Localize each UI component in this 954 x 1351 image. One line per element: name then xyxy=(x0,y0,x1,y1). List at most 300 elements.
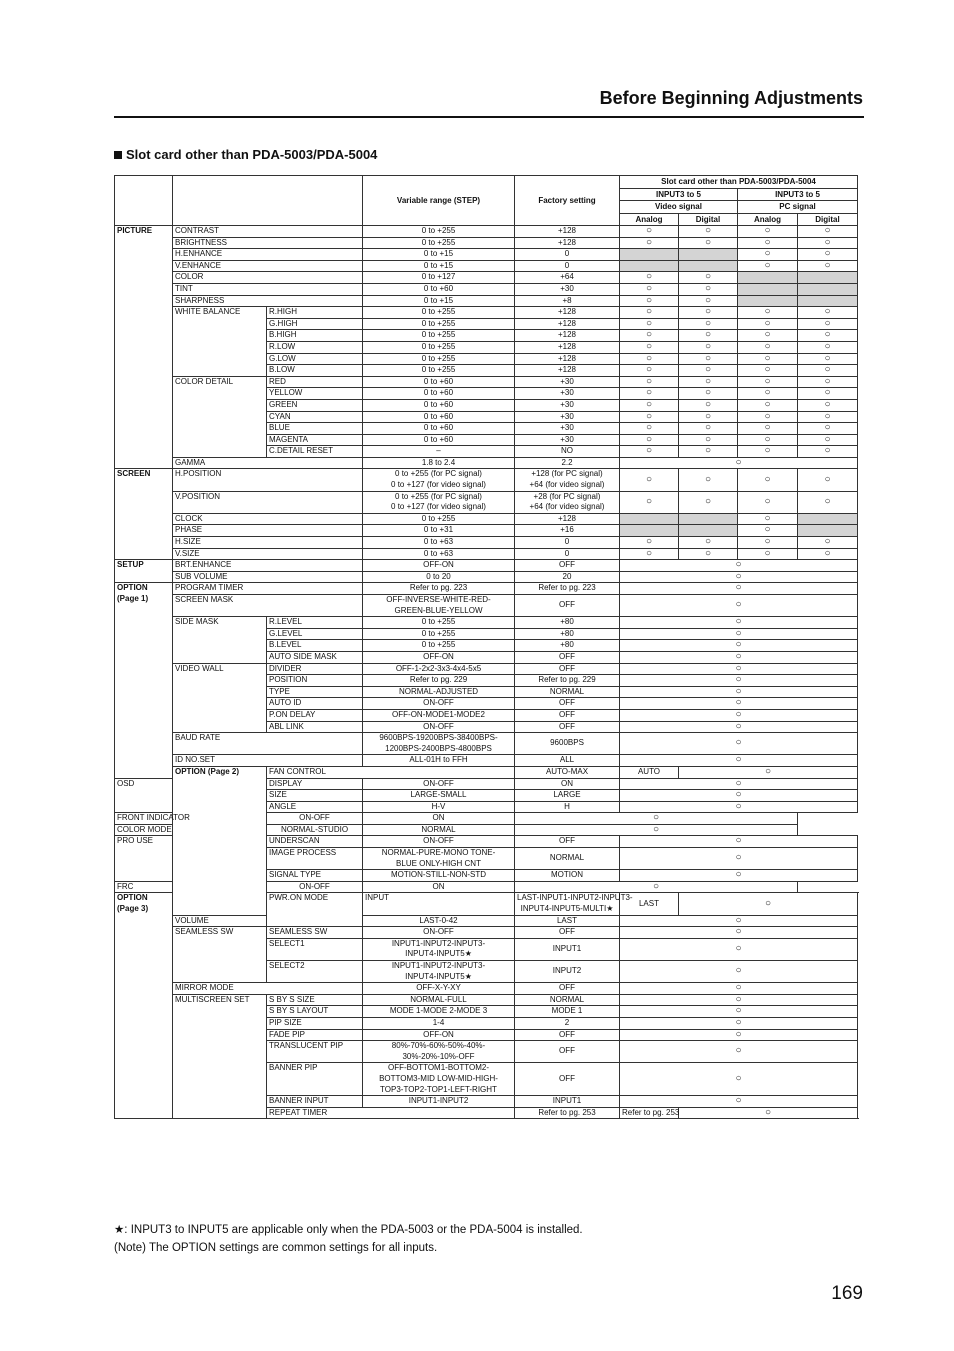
sub-item-cell: S BY S LAYOUT xyxy=(267,1006,363,1018)
factory-setting-cell: ALL xyxy=(515,755,620,767)
factory-setting-cell: OFF xyxy=(515,1029,620,1041)
applicable-mark: ○ xyxy=(679,295,738,307)
factory-setting-cell: INPUT1 xyxy=(515,1096,620,1108)
category-cell: SETUP xyxy=(115,560,173,583)
factory-setting-cell: +30 xyxy=(515,411,620,423)
category-cell: OPTION (Page 1) xyxy=(115,583,173,778)
table-row xyxy=(115,513,858,525)
applicable-mark: ○ xyxy=(620,994,858,1006)
applicable-mark: ○ xyxy=(620,595,858,617)
item-cell: SUB VOLUME xyxy=(173,571,363,583)
item-cell: V.ENHANCE xyxy=(173,260,363,272)
not-applicable-cell xyxy=(620,260,679,272)
applicable-mark: ○ xyxy=(738,237,798,249)
applicable-mark: ○ xyxy=(620,836,858,848)
factory-setting-cell: Refer to pg. 223 xyxy=(515,583,620,595)
factory-setting-cell: OFF xyxy=(515,698,620,710)
applicable-mark: ○ xyxy=(738,388,798,400)
range-cell: 0 to +15 xyxy=(363,295,515,307)
table-row xyxy=(115,927,858,939)
sub-item-cell: GREEN xyxy=(267,399,363,411)
factory-setting-cell: 0 xyxy=(515,537,620,549)
applicable-mark: ○ xyxy=(738,260,798,272)
applicable-mark: ○ xyxy=(620,341,679,353)
applicable-mark: ○ xyxy=(798,307,858,319)
factory-setting-cell: +30 xyxy=(515,423,620,435)
item-cell: COLOR DETAIL xyxy=(173,376,267,457)
range-cell: – xyxy=(363,446,515,458)
table-row xyxy=(115,295,858,307)
applicable-mark: ○ xyxy=(679,307,738,319)
item-cell: SCREEN MASK xyxy=(173,595,363,617)
applicable-mark: ○ xyxy=(620,927,858,939)
applicable-mark: ○ xyxy=(620,938,858,960)
applicable-mark: ○ xyxy=(620,961,858,983)
range-cell: 0 to +60 xyxy=(363,423,515,435)
table-row xyxy=(115,824,858,836)
factory-setting-cell: +128 xyxy=(515,365,620,377)
sub-item-cell: G.LOW xyxy=(267,353,363,365)
range-cell: INPUT1-INPUT2 xyxy=(363,1096,515,1108)
factory-setting-cell: MOTION xyxy=(515,870,620,882)
sub-item-cell: S BY S SIZE xyxy=(267,994,363,1006)
applicable-mark: ○ xyxy=(515,881,798,893)
sub-item-cell: YELLOW xyxy=(267,388,363,400)
sub-item-cell: AUTO ID xyxy=(267,698,363,710)
factory-setting-cell: LARGE xyxy=(515,790,620,802)
applicable-mark: ○ xyxy=(515,813,798,825)
applicable-mark: ○ xyxy=(620,1006,858,1018)
applicable-mark: ○ xyxy=(798,226,858,238)
table-row xyxy=(115,595,858,617)
range-cell: 0 to +255 xyxy=(363,226,515,238)
factory-setting-cell: +80 xyxy=(515,617,620,629)
item-cell: H.SIZE xyxy=(173,537,363,549)
range-cell: OFF-ON xyxy=(363,651,515,663)
applicable-mark: ○ xyxy=(620,548,679,560)
table-row xyxy=(115,766,858,778)
applicable-mark: ○ xyxy=(620,848,858,870)
range-cell: H-V xyxy=(363,801,515,813)
header-analog: Analog xyxy=(620,213,679,226)
sub-item-cell: INPUT xyxy=(363,893,515,915)
applicable-mark: ○ xyxy=(679,365,738,377)
factory-setting-cell: OFF xyxy=(515,836,620,848)
factory-setting-cell: +28 (for PC signal) +64 (for video signal) xyxy=(515,491,620,513)
applicable-mark: ○ xyxy=(798,249,858,261)
item-cell: TINT xyxy=(173,283,363,295)
table-row xyxy=(115,272,858,284)
factory-setting-cell: +8 xyxy=(515,295,620,307)
header-analog: Analog xyxy=(738,213,798,226)
category-cell: OPTION (Page 3) xyxy=(115,893,173,1119)
table-row xyxy=(115,260,858,272)
factory-setting-cell: OFF xyxy=(515,709,620,721)
table-row xyxy=(115,548,858,560)
table-row xyxy=(115,813,858,825)
range-cell: OFF-BOTTOM1-BOTTOM2- BOTTOM3-MID LOW-MID-HIGH- TOP3-TOP2-TOP1-LEFT-RIGHT xyxy=(363,1063,515,1096)
sub-item-cell: SIGNAL TYPE xyxy=(267,870,363,882)
range-cell: 0 to +60 xyxy=(363,434,515,446)
range-cell: 0 to +255 xyxy=(363,640,515,652)
sub-item-cell: ANGLE xyxy=(267,801,363,813)
factory-setting-cell: +128 xyxy=(515,318,620,330)
applicable-mark: ○ xyxy=(620,1096,858,1108)
applicable-mark: ○ xyxy=(798,491,858,513)
footnote-note: (Note) The OPTION settings are common settings for all inputs. xyxy=(114,1242,438,1254)
factory-setting-cell: 9600BPS xyxy=(515,733,620,755)
factory-setting-cell: OFF xyxy=(515,927,620,939)
factory-setting-cell: INPUT2 xyxy=(515,961,620,983)
sub-item-cell: IMAGE PROCESS xyxy=(267,848,363,870)
range-cell: 0 to +127 xyxy=(363,272,515,284)
factory-setting-cell: 0 xyxy=(515,548,620,560)
factory-setting-cell: INPUT1 xyxy=(515,938,620,960)
applicable-mark: ○ xyxy=(798,399,858,411)
range-cell: 0 to +31 xyxy=(363,525,515,537)
table-row xyxy=(115,457,858,469)
applicable-mark: ○ xyxy=(679,330,738,342)
factory-setting-cell: 0 xyxy=(515,249,620,261)
item-cell: BRT.ENHANCE xyxy=(173,560,363,572)
item-cell: FRC xyxy=(115,881,267,893)
factory-setting-cell: Refer to pg. 229 xyxy=(515,675,620,687)
applicable-mark: ○ xyxy=(620,283,679,295)
item-cell: BAUD RATE xyxy=(173,733,363,755)
factory-setting-cell: +80 xyxy=(515,640,620,652)
sub-item-cell: PIP SIZE xyxy=(267,1017,363,1029)
applicable-mark: ○ xyxy=(679,399,738,411)
applicable-mark: ○ xyxy=(620,1017,858,1029)
range-cell: NORMAL-ADJUSTED xyxy=(363,686,515,698)
applicable-mark: ○ xyxy=(620,790,858,802)
not-applicable-cell xyxy=(798,283,858,295)
applicable-mark: ○ xyxy=(738,491,798,513)
sub-item-cell: UNDERSCAN xyxy=(267,836,363,848)
applicable-mark: ○ xyxy=(620,272,679,284)
category-cell: SCREEN xyxy=(115,469,173,560)
applicable-mark: ○ xyxy=(679,411,738,423)
item-cell: COLOR MODE xyxy=(115,824,267,836)
sub-item-cell: R.LOW xyxy=(267,341,363,353)
applicable-mark: ○ xyxy=(620,733,858,755)
factory-setting-cell: +64 xyxy=(515,272,620,284)
range-cell: INPUT1-INPUT2-INPUT3- INPUT4-INPUT5★ xyxy=(363,938,515,960)
footnote-star: ★: INPUT3 to INPUT5 are applicable only when the PDA-5003 or the PDA-5004 is installed. xyxy=(114,1224,583,1236)
range-cell: NORMAL-PURE-MONO TONE- BLUE ONLY-HIGH CNT xyxy=(363,848,515,870)
range-cell: 0 to +63 xyxy=(363,537,515,549)
applicable-mark: ○ xyxy=(798,376,858,388)
item-cell: SIDE MASK xyxy=(173,617,267,663)
range-cell: 0 to +255 xyxy=(363,307,515,319)
not-applicable-cell xyxy=(738,283,798,295)
factory-setting-cell: +128 xyxy=(515,330,620,342)
applicable-mark: ○ xyxy=(738,525,798,537)
range-cell: 0 to +255 xyxy=(363,628,515,640)
range-cell: ON-OFF xyxy=(363,721,515,733)
sub-item-cell: G.LEVEL xyxy=(267,628,363,640)
table-row xyxy=(115,249,858,261)
applicable-mark: ○ xyxy=(620,353,679,365)
factory-setting-cell: +30 xyxy=(515,283,620,295)
table-row xyxy=(115,525,858,537)
factory-setting-cell: +30 xyxy=(515,376,620,388)
applicable-mark: ○ xyxy=(620,237,679,249)
section-title xyxy=(114,147,377,162)
sub-item-cell: TYPE xyxy=(267,686,363,698)
range-cell: 1.8 to 2.4 xyxy=(363,457,515,469)
factory-setting-cell: OFF xyxy=(515,1041,620,1063)
applicable-mark: ○ xyxy=(679,226,738,238)
not-applicable-cell xyxy=(620,249,679,261)
applicable-mark: ○ xyxy=(620,537,679,549)
applicable-mark: ○ xyxy=(679,283,738,295)
not-applicable-cell xyxy=(679,513,738,525)
item-cell: ID NO.SET xyxy=(173,755,363,767)
sub-item-cell: C.DETAIL RESET xyxy=(267,446,363,458)
range-cell: NORMAL-FULL xyxy=(363,994,515,1006)
applicable-mark: ○ xyxy=(620,491,679,513)
sub-item-cell: SEAMLESS SW xyxy=(267,927,363,939)
range-cell: 9600BPS-19200BPS-38400BPS- 1200BPS-2400BPS-4800BPS xyxy=(363,733,515,755)
table-row xyxy=(115,560,858,572)
applicable-mark: ○ xyxy=(620,411,679,423)
applicable-mark: ○ xyxy=(620,640,858,652)
applicable-mark: ○ xyxy=(620,675,858,687)
applicable-mark: ○ xyxy=(798,423,858,435)
factory-setting-cell: OFF xyxy=(515,1063,620,1096)
applicable-mark: ○ xyxy=(620,388,679,400)
item-cell: OSD xyxy=(115,778,173,813)
header-digital: Digital xyxy=(679,213,738,226)
applicable-mark: ○ xyxy=(798,365,858,377)
applicable-mark: ○ xyxy=(679,446,738,458)
header-pc-signal: PC signal xyxy=(738,201,858,214)
not-applicable-cell xyxy=(738,272,798,284)
range-cell: 1-4 xyxy=(363,1017,515,1029)
applicable-mark: ○ xyxy=(738,318,798,330)
applicable-mark: ○ xyxy=(620,399,679,411)
range-cell: 0 to +15 xyxy=(363,249,515,261)
page-header-title: Before Beginning Adjustments xyxy=(599,88,863,108)
applicable-mark: ○ xyxy=(620,295,679,307)
range-cell: MODE 1-MODE 2-MODE 3 xyxy=(363,1006,515,1018)
sub-item-cell: DISPLAY xyxy=(267,778,363,790)
sub-item-cell: P.ON DELAY xyxy=(267,709,363,721)
not-applicable-cell xyxy=(679,260,738,272)
header-video-signal: Video signal xyxy=(620,201,738,214)
applicable-mark: ○ xyxy=(620,226,679,238)
sub-item-cell: B.LEVEL xyxy=(267,640,363,652)
applicable-mark: ○ xyxy=(620,663,858,675)
item-cell: GAMMA xyxy=(173,457,363,469)
applicable-mark: ○ xyxy=(679,388,738,400)
range-cell: OFF-ON xyxy=(363,1029,515,1041)
applicable-mark: ○ xyxy=(798,411,858,423)
range-cell: ON-OFF xyxy=(363,778,515,790)
factory-setting-cell: OFF xyxy=(515,663,620,675)
item-cell: CLOCK xyxy=(173,513,363,525)
table-row xyxy=(115,733,858,755)
applicable-mark: ○ xyxy=(620,617,858,629)
applicable-mark: ○ xyxy=(620,434,679,446)
sub-item-cell: POSITION xyxy=(267,675,363,687)
factory-setting-cell: Refer to pg. 253 xyxy=(620,1107,679,1119)
range-cell: ALL-01H to FFH xyxy=(363,755,515,767)
item-cell: PHASE xyxy=(173,525,363,537)
factory-setting-cell: +128 xyxy=(515,341,620,353)
range-cell: OFF-ON-MODE1-MODE2 xyxy=(363,709,515,721)
table-header-row xyxy=(115,176,858,189)
range-cell: INPUT1-INPUT2-INPUT3- INPUT4-INPUT5★ xyxy=(363,961,515,983)
applicable-mark: ○ xyxy=(679,376,738,388)
range-cell: 0 to +255 xyxy=(363,513,515,525)
range-cell: 0 to +255 xyxy=(363,365,515,377)
range-cell: 0 to +60 xyxy=(363,411,515,423)
applicable-mark: ○ xyxy=(798,353,858,365)
factory-setting-cell: MODE 1 xyxy=(515,1006,620,1018)
table-row xyxy=(115,537,858,549)
factory-setting-cell: 20 xyxy=(515,571,620,583)
applicable-mark: ○ xyxy=(738,330,798,342)
applicable-mark: ○ xyxy=(620,628,858,640)
table-row xyxy=(115,663,858,675)
applicable-mark: ○ xyxy=(620,469,679,491)
applicable-mark: ○ xyxy=(798,537,858,549)
factory-setting-cell: ON xyxy=(363,881,515,893)
range-cell: 0 to +255 xyxy=(363,330,515,342)
applicable-mark: ○ xyxy=(620,915,858,927)
applicable-mark: ○ xyxy=(620,709,858,721)
square-bullet-icon xyxy=(114,151,122,159)
applicable-mark: ○ xyxy=(679,537,738,549)
range-cell: 0 to +60 xyxy=(363,399,515,411)
applicable-mark: ○ xyxy=(738,411,798,423)
range-cell: OFF-1-2x2-3x3-4x4-5x5 xyxy=(363,663,515,675)
sub-item-cell: VOLUME xyxy=(173,915,267,927)
applicable-mark: ○ xyxy=(620,307,679,319)
range-cell: NORMAL-STUDIO xyxy=(267,824,363,836)
applicable-mark: ○ xyxy=(738,341,798,353)
applicable-mark: ○ xyxy=(738,226,798,238)
range-cell: MOTION-STILL-NON-STD xyxy=(363,870,515,882)
not-applicable-cell xyxy=(798,513,858,525)
applicable-mark: ○ xyxy=(798,341,858,353)
table-row xyxy=(115,376,858,388)
sub-item-cell: MAGENTA xyxy=(267,434,363,446)
sub-item-cell: DIVIDER xyxy=(267,663,363,675)
item-cell: V.POSITION xyxy=(173,491,363,513)
range-cell: 0 to +15 xyxy=(363,260,515,272)
sub-item-cell: BANNER PIP xyxy=(267,1063,363,1096)
range-cell: OFF-ON xyxy=(363,560,515,572)
sub-item-cell: R.LEVEL xyxy=(267,617,363,629)
range-cell: 0 to +255 xyxy=(363,353,515,365)
applicable-mark: ○ xyxy=(620,583,858,595)
range-cell: 0 to +255 (for PC signal) 0 to +127 (for video signal) xyxy=(363,469,515,491)
header-slot-card-group: Slot card other than PDA-5003/PDA-5004 xyxy=(620,176,858,189)
applicable-mark: ○ xyxy=(620,870,858,882)
table-row xyxy=(115,307,858,319)
not-applicable-cell xyxy=(679,249,738,261)
table-row xyxy=(115,983,858,995)
table-row xyxy=(115,491,858,513)
applicable-mark: ○ xyxy=(738,469,798,491)
applicable-mark: ○ xyxy=(679,548,738,560)
range-cell: Refer to pg. 223 xyxy=(363,583,515,595)
settings-table xyxy=(114,175,858,1119)
header-blank-item xyxy=(173,176,363,226)
range-cell: ON-OFF xyxy=(267,813,363,825)
applicable-mark: ○ xyxy=(798,318,858,330)
factory-setting-cell: LAST xyxy=(515,915,620,927)
sub-item-cell: ABL LINK xyxy=(267,721,363,733)
applicable-mark: ○ xyxy=(679,434,738,446)
range-cell: 0 to +255 xyxy=(363,237,515,249)
applicable-mark: ○ xyxy=(798,260,858,272)
range-cell: ON-OFF xyxy=(267,881,363,893)
item-cell: H.ENHANCE xyxy=(173,249,363,261)
applicable-mark: ○ xyxy=(679,491,738,513)
not-applicable-cell xyxy=(738,295,798,307)
factory-setting-cell: AUTO xyxy=(620,766,679,778)
sub-item-cell: G.HIGH xyxy=(267,318,363,330)
header-blank-cat xyxy=(115,176,173,226)
item-cell: FRONT INDICATOR xyxy=(115,813,267,825)
sub-item-cell: SELECT2 xyxy=(267,961,363,983)
range-cell: 0 to 20 xyxy=(363,571,515,583)
item-cell: VIDEO WALL xyxy=(173,663,267,733)
applicable-mark: ○ xyxy=(738,446,798,458)
range-cell: 0 to +255 (for PC signal) 0 to +127 (for video signal) xyxy=(363,491,515,513)
item-cell: MULTISCREEN SET xyxy=(173,994,267,1119)
category-cell: OPTION (Page 2) xyxy=(173,766,267,915)
range-cell: AUTO-MAX xyxy=(515,766,620,778)
sub-item-cell: BLUE xyxy=(267,423,363,435)
range-cell: 0 to +63 xyxy=(363,548,515,560)
table-row xyxy=(115,915,858,927)
factory-setting-cell: NORMAL xyxy=(515,848,620,870)
applicable-mark: ○ xyxy=(620,365,679,377)
factory-setting-cell: +80 xyxy=(515,628,620,640)
item-cell: V.SIZE xyxy=(173,548,363,560)
applicable-mark: ○ xyxy=(620,778,858,790)
applicable-mark: ○ xyxy=(798,446,858,458)
table-row xyxy=(115,469,858,491)
range-cell: OFF-X-Y-XY xyxy=(363,983,515,995)
sub-item-cell: SIZE xyxy=(267,790,363,802)
applicable-mark: ○ xyxy=(738,376,798,388)
item-cell: FAN CONTROL xyxy=(267,766,515,778)
item-cell: COLOR xyxy=(173,272,363,284)
range-cell: OFF-INVERSE-WHITE-RED- GREEN-BLUE-YELLOW xyxy=(363,595,515,617)
not-applicable-cell xyxy=(620,513,679,525)
page-number: 169 xyxy=(831,1283,863,1304)
header-rule xyxy=(114,116,864,118)
applicable-mark: ○ xyxy=(738,423,798,435)
factory-setting-cell: +128 xyxy=(515,237,620,249)
factory-setting-cell: OFF xyxy=(515,560,620,572)
factory-setting-cell: 2.2 xyxy=(515,457,620,469)
applicable-mark: ○ xyxy=(738,399,798,411)
applicable-mark: ○ xyxy=(515,824,798,836)
range-cell: 0 to +255 xyxy=(363,318,515,330)
item-cell: PWR.ON MODE xyxy=(267,893,363,927)
sub-item-cell: SELECT1 xyxy=(267,938,363,960)
factory-setting-cell: NORMAL xyxy=(363,824,515,836)
applicable-mark: ○ xyxy=(620,330,679,342)
applicable-mark: ○ xyxy=(679,318,738,330)
